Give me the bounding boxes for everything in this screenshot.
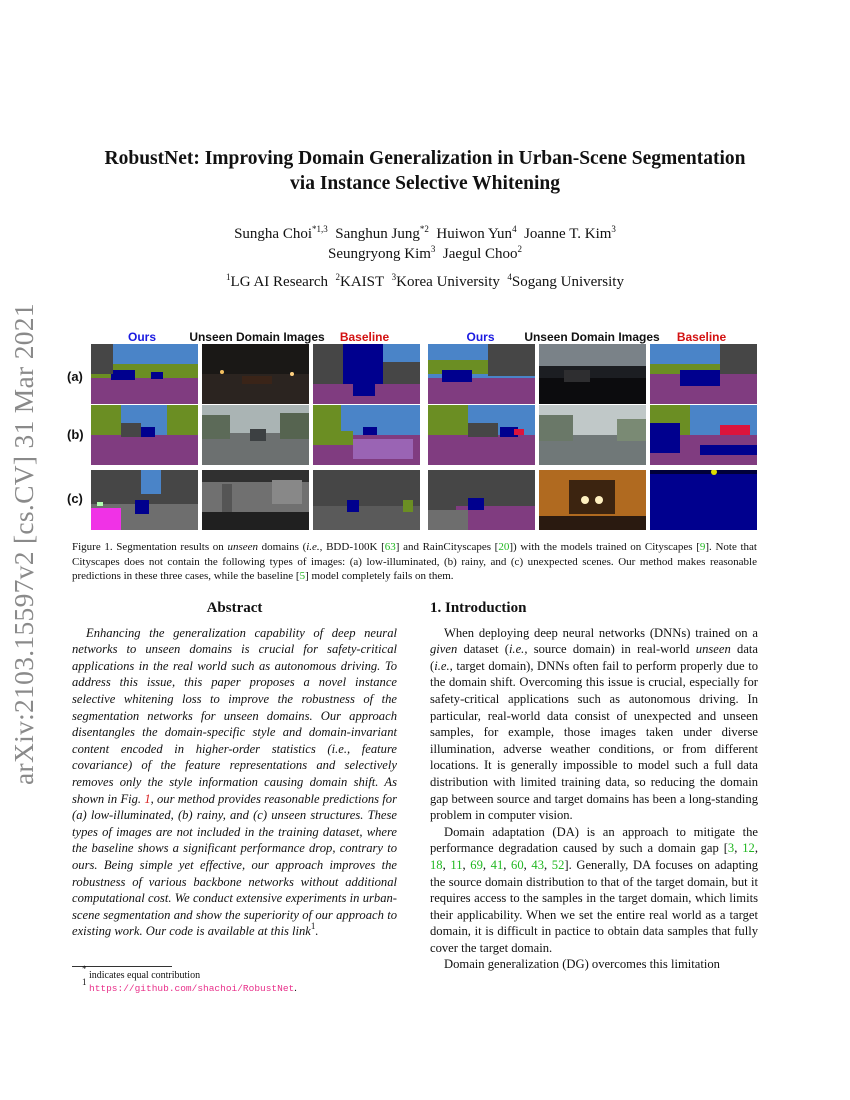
affiliation-list	[60, 274, 790, 291]
footnote-mark[interactable]: 1	[310, 921, 316, 932]
intro-text: unseen	[695, 642, 731, 657]
author-name: Sungha Choi	[234, 226, 313, 242]
author-mark: 3	[611, 224, 616, 234]
intro-text: source domain) in real-world	[527, 642, 696, 657]
affiliation: KAIST	[340, 274, 385, 290]
abstract-text: Enhancing the generalization capability of deep neural networks to unseen domains is crucial for safety-critical applications in the real world such as autonomous driving. To address this issue, this paper proposes a novel instance selective whitening loss to improve the robustness of the segmentation networks for unseen domains. Our approach disentangles the domain-specific style and domain-invariant content encoded in higher-order statistics (i.e., feature covariance) of the feature representations and selectively removes only the style information causing domain shift. As shown in Fig.	[72, 625, 397, 806]
title-line-1: RobustNet: Improving Domain Generalization in Urban-Scene Segmentation	[104, 148, 746, 169]
author-name: Seungryong Kim	[328, 246, 431, 262]
author-list	[60, 224, 790, 264]
citation-link[interactable]: 52	[551, 857, 565, 872]
intro-text: data (	[430, 642, 759, 673]
intro-text: Domain generalization (DG) overcomes this limitation	[444, 957, 720, 972]
seg-baseline-a1	[313, 344, 420, 404]
seg-ours-b1	[91, 405, 198, 465]
caption-text: ]. Note that Cityscapes does not contain the following types of images: (a) low-illuminated, (b) rainy, and (c) unexpected scenes. Our method makes reasonable predictions in these three cases, while the baseline [	[72, 541, 757, 582]
seg-baseline-c1	[313, 470, 420, 530]
citation-link[interactable]: 12	[742, 841, 755, 856]
caption-text: BDD-100K [	[322, 541, 385, 553]
footnote-mark: *	[82, 964, 87, 974]
header-unseen: Unseen Domain Images	[524, 330, 660, 344]
intro-text: dataset (	[457, 642, 509, 657]
intro-text: i.e.,	[434, 658, 453, 673]
abstract-section	[72, 600, 397, 940]
header-baseline: Baseline	[676, 330, 727, 344]
introduction-section	[430, 600, 758, 973]
affiliation: Sogang University	[511, 274, 624, 290]
intro-paragraph-1	[430, 625, 758, 824]
citation-link[interactable]: 5	[299, 570, 306, 582]
intro-text: target domain), DNNs often fail to perform properly due to the domain shift. Overcoming this issue is crucial, especially for safety-critical applications such as autonomous driving. In particular, real-world data consist of unexpected and unseen samples, for example, those images taken under diverse illumination, adverse weather conditions, or from different locations. It is generally impossible to model such a full data distribution with limited training data, so reducing the domain gap between source and target domains has been a long-standing problem in computer vision.	[430, 658, 758, 823]
row-label-a: (a)	[67, 369, 83, 384]
figure-caption	[72, 540, 757, 584]
abstract-body	[72, 625, 397, 940]
caption-text: domains (	[257, 541, 307, 553]
abstract-text: .	[315, 924, 319, 939]
seg-ours-a1	[91, 344, 198, 404]
citation-link[interactable]: 3	[727, 841, 735, 856]
unseen-image-b1	[202, 405, 309, 465]
unseen-image-a2	[539, 344, 646, 404]
citation-link[interactable]: 41	[490, 857, 504, 872]
footnote-text: indicates equal contribution	[86, 970, 201, 981]
seg-baseline-b1	[313, 405, 420, 465]
affiliation: LG AI Research	[230, 274, 328, 290]
citation-link[interactable]: 43	[531, 857, 545, 872]
seg-ours-c1	[91, 470, 198, 530]
intro-text: Domain adaptation (DA) is an approach to mitigate the performance degradation caused by such a domain gap [	[430, 824, 758, 856]
citation-link[interactable]: 9	[699, 541, 706, 553]
intro-paragraph-2: Domain adaptation (DA) is an approach to mitigate the performance degradation caused by such a domain gap [3, 12, 18, 11, 69, 41, 60, 43, 52]. Generally, DA focuses on adapting the source domain distribution to that of the target domain, but it requires access to the samples in the target domain, which limits their applicability. When we set the entire real world as a target domain, it is difficult in pactice to obtain data samples that fully cover the target domain.	[430, 824, 759, 955]
seg-baseline-a2	[650, 344, 757, 404]
citation-link[interactable]: 20	[498, 541, 510, 553]
footnote-mark: 1	[82, 977, 87, 987]
header-ours: Ours	[466, 330, 495, 344]
author-name: Sanghun Jung	[335, 226, 420, 242]
seg-ours-a2	[428, 344, 535, 404]
citation-link[interactable]: 18	[430, 857, 443, 872]
affil-mark: 1	[226, 272, 231, 282]
caption-text: i.e.,	[306, 541, 323, 553]
footnotes	[82, 964, 402, 995]
title-line-2: via Instance Selective Whitening	[290, 173, 560, 194]
abstract-text: , our method provides reasonable predictions for (a) low-illuminated, (b) rainy, and (c) unseen structures. These types of images are not included in the training dataset, where the baseline shows a significant performance drop, contrary to ours. Being simple yet effective, our approach improves the robustness of various backbone networks without additional computational cost. We conduct extensive experiments in urban-scene segmentation and show the superiority of our approach to existing work. Our code is available at this link	[72, 791, 397, 939]
header-ours: Ours	[127, 330, 156, 344]
affil-mark: 3	[391, 272, 397, 282]
author-name: Huiwon Yun	[436, 226, 513, 242]
unseen-image-c1	[202, 470, 309, 530]
affil-mark: 4	[507, 272, 512, 282]
caption-text: ]) with the models trained on Cityscapes [	[509, 541, 700, 553]
caption-text: ] and RainCityscapes [	[395, 541, 499, 553]
seg-baseline-c2	[650, 470, 757, 530]
affiliation: Korea University	[396, 274, 500, 290]
intro-text: i.e.,	[508, 642, 528, 657]
citation-link[interactable]: 11	[450, 857, 463, 872]
unseen-image-b2	[539, 405, 646, 465]
intro-text: When deploying deep neural networks (DNNs) trained on a	[444, 625, 758, 640]
author-name: Joanne T. Kim	[524, 226, 612, 242]
citation-link[interactable]: 60	[511, 857, 524, 872]
author-mark: 2	[517, 244, 522, 254]
arxiv-watermark	[6, 285, 54, 785]
header-unseen: Unseen Domain Images	[189, 330, 325, 344]
abstract-heading: Abstract	[206, 600, 263, 616]
figure-link[interactable]: 1	[144, 791, 151, 806]
header-baseline: Baseline	[339, 330, 390, 344]
seg-ours-c2	[428, 470, 535, 530]
row-label-b: (b)	[67, 427, 84, 442]
intro-text: given	[430, 642, 458, 657]
introduction-heading: 1. Introduction	[430, 600, 527, 616]
arxiv-id: arXiv:2103.15597v2 [cs.CV] 31 Mar 2021	[8, 303, 39, 785]
citation-link[interactable]: 69	[470, 857, 483, 872]
unseen-image-a1	[202, 344, 309, 404]
author-name: Jaegul Choo	[442, 246, 518, 262]
intro-text: ]. Generally, DA focuses on adapting the source domain distribution to that of the target domain, but it requires access to the samples in the target domain, which limits their applicability. When we set the entire real world as a target domain, it is difficult in pactice to obtain data samples that fully cover the target domain.	[430, 857, 759, 955]
unseen-image-c2	[539, 470, 646, 530]
intro-paragraph-3	[430, 956, 758, 973]
caption-text: Figure 1. Segmentation results on	[72, 541, 228, 553]
paper-title	[60, 146, 790, 196]
affil-mark: 2	[335, 272, 340, 282]
row-label-c: (c)	[67, 491, 83, 506]
footnote-rule	[72, 966, 172, 967]
footnote-text: .	[294, 983, 297, 994]
citation-link[interactable]: 63	[384, 541, 396, 553]
author-mark: *2	[419, 224, 429, 234]
figure-1	[62, 327, 762, 532]
caption-text: unseen	[227, 541, 258, 553]
seg-ours-b2	[428, 405, 535, 465]
caption-text: ] model completely fails on them.	[305, 570, 454, 582]
author-mark: *1,3	[312, 224, 328, 234]
code-link[interactable]: https://github.com/shachoi/RobustNet	[89, 983, 295, 994]
seg-baseline-b2	[650, 405, 757, 465]
author-mark: 4	[512, 224, 517, 234]
author-mark: 3	[430, 244, 436, 254]
